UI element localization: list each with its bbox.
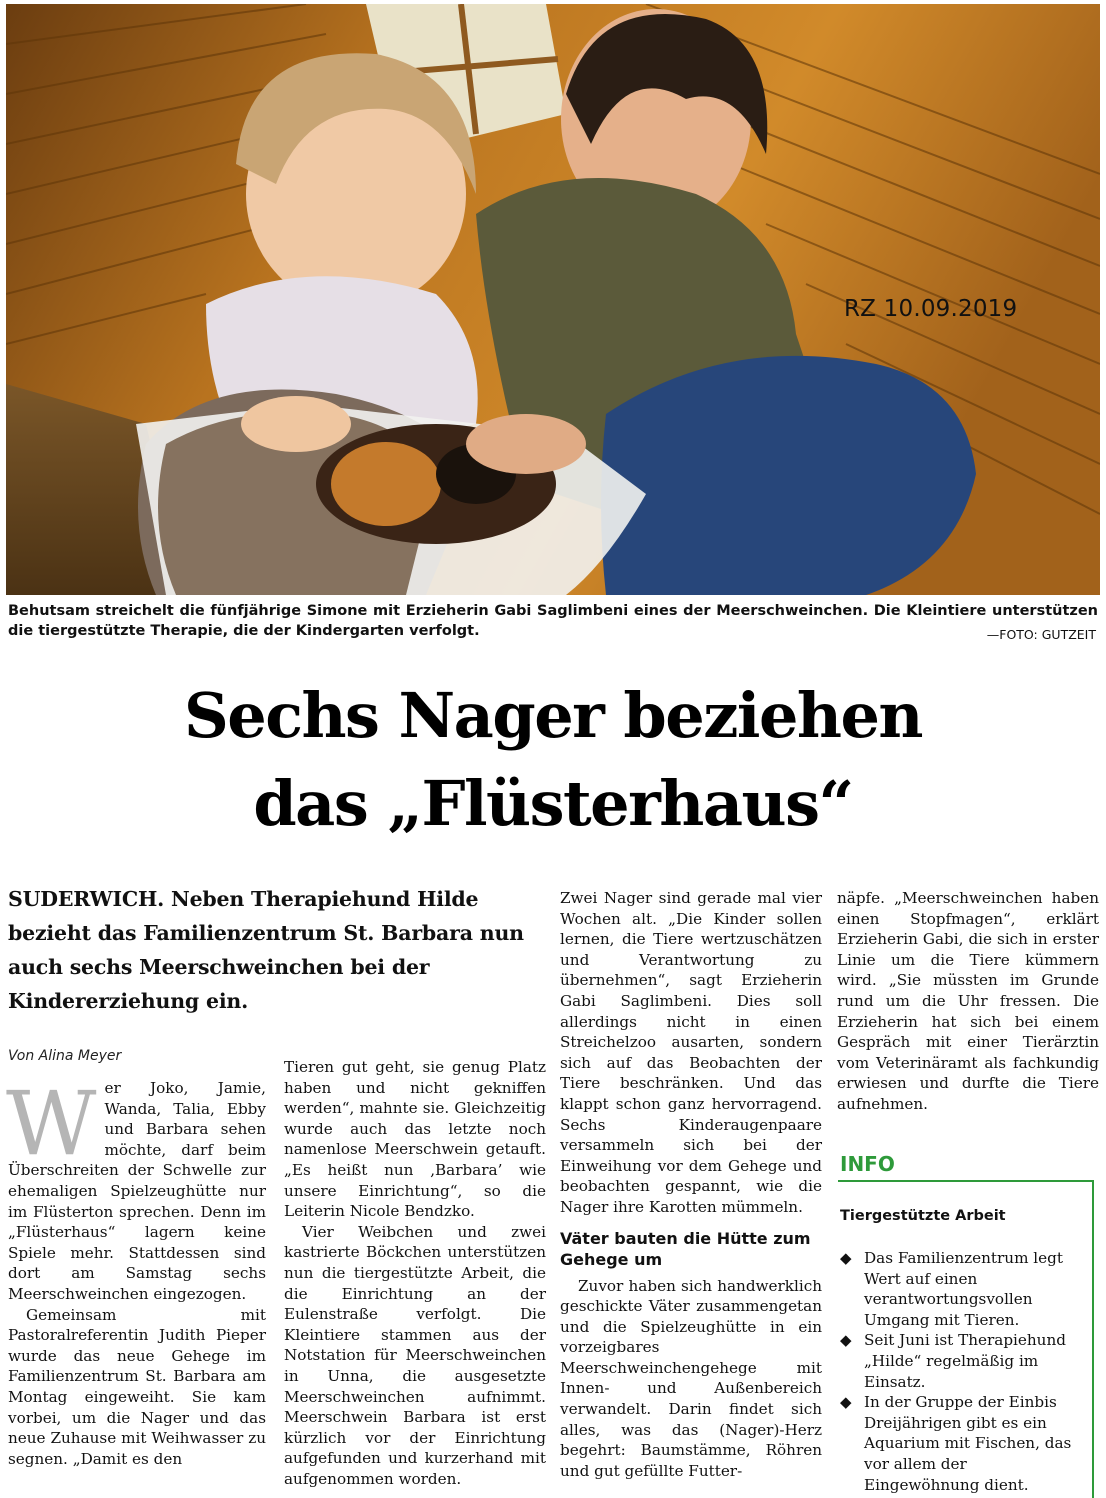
diamond-bullet-icon: ◆ <box>840 1393 852 1412</box>
article-column-2 <box>284 1057 546 1489</box>
article-lead: SUDERWICH. Neben Therapiehund Hilde bezieht das Familienzentrum St. Barbara nun auch sechs Meerschweinchen bei der Kindererziehung ein. <box>8 887 524 1013</box>
paragraph: Zwei Nager sind gerade mal vier Wochen alt. „Die Kinder sollen lernen, die Tiere wertzuschätzen und Verantwortung zu übernehmen“, sagt Erzieherin Gabi Saglimbeni. Dies soll allerdings nicht in einen Streichelzoo ausarten, sondern sich auf das Beobachten der Tiere beschränken. Und das klappt schon ganz hervorragend. Sechs Kinderaugenpaare versammeln sich bei der Einweihung vor dem Gehege und beobachten gespannt, wie die Nager ihre Karotten mümmeln. <box>560 889 822 1216</box>
date-stamp: RZ 10.09.2019 <box>844 296 1018 322</box>
info-item-text: In der Gruppe der Einbis Dreijährigen gibt es ein Aquarium mit Fischen, das vor allem der Eingewöhnung dient. <box>864 1393 1072 1494</box>
drop-cap: W <box>6 1072 97 1175</box>
subheading: Väter bauten die Hütte zum Gehege um <box>560 1228 811 1269</box>
paragraph <box>6 1072 266 1305</box>
paragraph: Tieren gut geht, sie genug Platz haben und nicht gekniffen werden“, mahnte sie. Gleichzeitig wurde auch das letzte noch namenlose Meerschwein getauft. „Es heißt nun ‚Barbara’ wie unsere Einrichtung“, so die Leiterin Nicole Bendzko. <box>284 1058 546 1221</box>
article-column-4 <box>837 888 1099 1115</box>
headline-line-1: Sechs Nager beziehen <box>183 679 923 752</box>
info-title: INFO <box>840 1152 895 1176</box>
info-list-item <box>840 1330 1086 1392</box>
info-list-item <box>840 1248 1086 1330</box>
byline: Von Alina Meyer <box>8 1048 122 1064</box>
paragraph: näpfe. „Meerschweinchen haben einen Stopfmagen“, erklärt Erzieherin Gabi, die sich in erster Linie um die Tiere kümmern wird. „Sie müssten im Grunde rund um die Uhr fressen. Die Erzieherin hat sich bei einem Gespräch mit einer Tierärztin vom Veterinäramt als fachkundig erwiesen und durfte die Tiere aufnehmen. <box>837 889 1099 1113</box>
info-list <box>840 1248 1086 1495</box>
headline-line-2: das „Flüsterhaus“ <box>253 767 853 840</box>
paragraph-text: er Joko, Jamie, Wanda, Talia, Ebby und Barbara sehen möchte, darf beim Überschreiten der Schwelle zur ehemaligen Spielzeughütte nur im Flüsterton sprechen. Denn im „Flüsterhaus“ lagern keine Spiele mehr. Stattdessen sind dort am Samstag sechs Meerschweinchen eingezogen. <box>8 1079 266 1303</box>
article-column-3 <box>560 888 822 1481</box>
info-item-text: Das Familienzentrum legt Wert auf einen verantwortungsvollen Umgang mit Tieren. <box>864 1249 1063 1329</box>
info-item-text: Seit Juni ist Therapiehund „Hilde“ regelmäßig im Einsatz. <box>864 1331 1066 1391</box>
photo-credit: —FOTO: GUTZEIT <box>986 627 1096 642</box>
article-headline <box>0 672 1106 848</box>
diamond-bullet-icon: ◆ <box>840 1249 852 1267</box>
info-box <box>838 1150 1094 1498</box>
article-photo <box>6 4 1100 595</box>
paragraph: Gemeinsam mit Pastoralreferentin Judith Pieper wurde das neue Gehege im Familienzentrum St. Barbara am Montag eingeweiht. Sie kam vorbei, um die Nager und das neue Zuhause mit Weihwasser zu segnen. „Damit es den <box>8 1305 266 1468</box>
diamond-bullet-icon: ◆ <box>840 1331 852 1350</box>
photo-caption: Behutsam streichelt die fünfjährige Simone mit Erzieherin Gabi Saglimbeni eines der Meerschweinchen. Die Kleintiere unterstützen die tiergestützte Therapie, die der Kindergarten verfolgt. <box>8 603 1098 639</box>
info-list-item <box>840 1392 1086 1495</box>
paragraph: Zuvor haben sich handwerklich geschickte Väter zusammengetan und die Spielzeughütte in ein vorzeigbares Meerschweinchengehege mit Innen- und Außenbereich verwandelt. Darin findet sich alles, was das (Nager)-Herz begehrt: Baumstämme, Röhren und gut gefüllte Futter- <box>560 1276 822 1480</box>
paragraph: Vier Weibchen und zwei kastrierte Böckchen unterstützen nun die tiergestützte Arbeit, die die Einrichtung an der Eulenstraße verfolgt. Die Kleintiere stammen aus der Notstation für Meerschweinchen in Unna, die ausgesetzte Meerschweinchen aufnimmt. Meerschwein Barbara ist erst kürzlich vor der Einrichtung aufgefunden und kurzerhand mit aufgenommen worden. <box>284 1222 546 1488</box>
info-heading: Tiergestützte Arbeit <box>840 1208 1006 1224</box>
article-column-1 <box>6 1072 266 1469</box>
